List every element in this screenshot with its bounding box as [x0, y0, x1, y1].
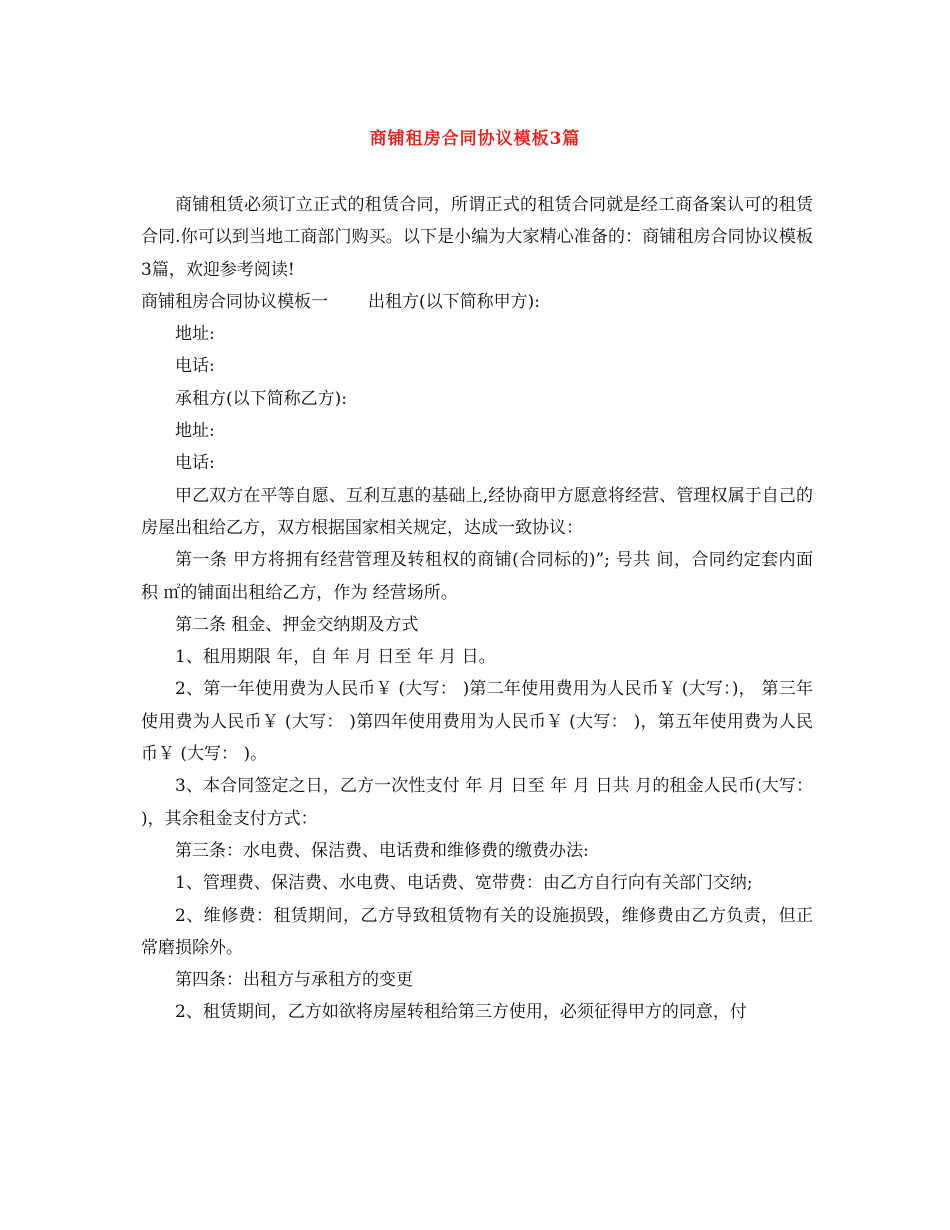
- lessor-label: 出租方(以下简称甲方):: [368, 291, 540, 312]
- article-2-item-2: 2、第一年使用费为人民币￥ (大写： )第二年使用费用为人民币￥ (大写：)， 第三年使用费为人民币￥ (大写： )第四年使用费用为人民币￥ (大写： )，第五年使用费为人民币￥ (大写： )。: [141, 679, 813, 765]
- article-3-item-1: 1、管理费、保洁费、水电费、电话费、宽带费：由乙方自行向有关部门交纳;: [175, 873, 753, 894]
- document-body: [141, 189, 813, 1029]
- intro-paragraph: 商铺租赁必须订立正式的租赁合同，所谓正式的租赁合同就是经工商备案认可的租赁合同.你可以到当地工商部门购买。以下是小编为大家精心准备的：商铺租房合同协议模板3篇，欢迎参考阅读!: [141, 195, 813, 280]
- article-2-title: 第二条 租金、押金交纳期及方式: [175, 614, 419, 635]
- template-heading: 商铺租房合同协议模板一: [141, 291, 328, 312]
- lessor-address: 地址:: [175, 324, 215, 345]
- lessee-phone: 电话:: [175, 453, 215, 474]
- lessee-address: 地址:: [175, 421, 215, 442]
- article-3-title: 第三条：水电费、保洁费、电话费和维修费的缴费办法:: [175, 840, 589, 861]
- template-heading-line: [141, 286, 813, 318]
- article-2-item-3: 3、本合同签定之日，乙方一次性支付 年 月 日至 年 月 日共 月的租金人民币(大写： )，其余租金支付方式：: [141, 776, 813, 829]
- preamble-paragraph: 甲乙双方在平等自愿、互利互惠的基础上,经协商甲方愿意将经营、管理权属于自己的房屋出租给乙方，双方根据国家相关规定，达成一致协议：: [141, 485, 813, 538]
- article-2-item-1: 1、租用期限 年，自 年 月 日至 年 月 日。: [175, 647, 496, 668]
- lessor-phone: 电话:: [175, 356, 215, 377]
- article-1: 第一条 甲方将拥有经营管理及转租权的商铺(合同标的)”; 号共 间，合同约定套内面积 ㎡的铺面出租给乙方，作为 经营场所。: [141, 550, 813, 603]
- article-4-item-2: 2、租赁期间，乙方如欲将房屋转租给第三方使用，必须征得甲方的同意，付: [175, 1002, 747, 1023]
- article-3-item-2: 2、维修费：租赁期间，乙方导致租赁物有关的设施损毁，维修费由乙方负责，但正常磨损除外。: [141, 905, 813, 958]
- document-title: 商铺租房合同协议模板3篇: [369, 129, 581, 149]
- lessee-label: 承租方(以下简称乙方):: [175, 388, 347, 409]
- article-4-title: 第四条：出租方与承租方的变更: [175, 970, 413, 991]
